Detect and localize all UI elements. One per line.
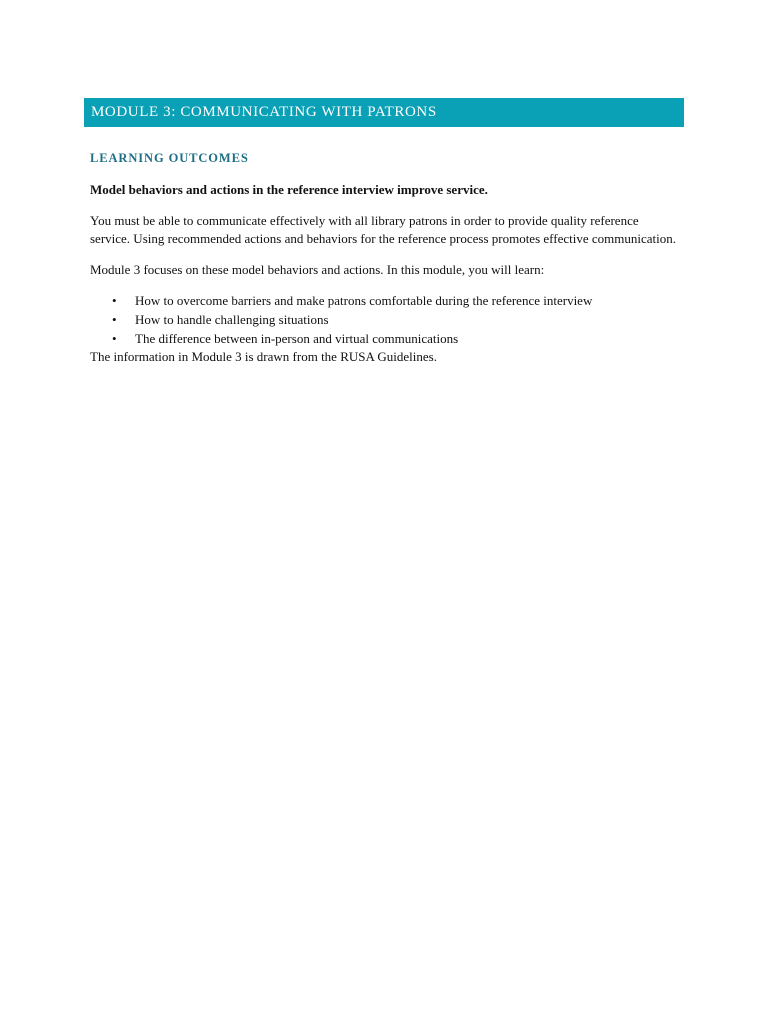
closing-paragraph: The information in Module 3 is drawn from the RUSA Guidelines.	[90, 349, 437, 364]
list-item	[90, 291, 680, 310]
list-item	[90, 329, 680, 348]
module-title-banner	[84, 98, 684, 127]
list-item-text: How to overcome barriers and make patrons comfortable during the reference interview	[135, 293, 593, 308]
focus-paragraph: Module 3 focuses on these model behaviors and actions. In this module, you will learn:	[90, 261, 545, 277]
list-item-text: How to handle challenging situations	[135, 312, 329, 327]
section-heading: LEARNING OUTCOMES	[90, 151, 249, 165]
lead-statement: Model behaviors and actions in the reference interview improve service.	[90, 182, 488, 197]
list-item	[90, 310, 680, 329]
outcomes-list	[90, 291, 680, 348]
intro-paragraph: You must be able to communicate effectively with all library patrons in order to provide quality reference service. Using recommended actions and behaviors for the reference process promotes effective communication.	[90, 212, 676, 246]
bullet-icon: •	[112, 331, 117, 346]
bullet-icon: •	[112, 293, 117, 308]
module-content	[90, 181, 680, 367]
list-item-text: The difference between in-person and virtual communications	[135, 331, 459, 346]
module-title: MODULE 3: COMMUNICATING WITH PATRONS	[91, 104, 437, 120]
bullet-icon: •	[112, 312, 117, 327]
